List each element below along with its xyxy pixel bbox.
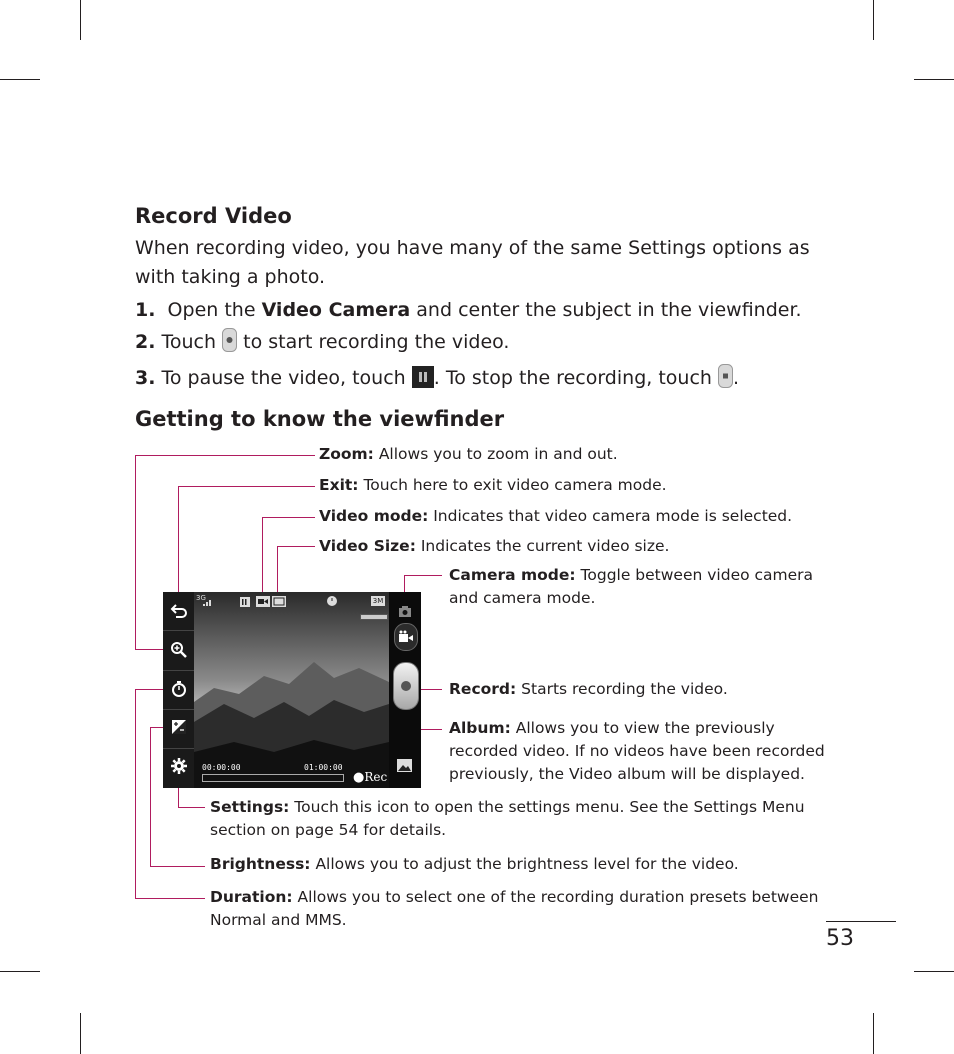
video-size-icon (272, 596, 286, 607)
callout-zoom (319, 443, 618, 466)
camera-mode-icon[interactable] (398, 606, 412, 617)
callout-line-duration (135, 689, 165, 690)
toolbar-divider (163, 748, 194, 749)
callout-camera-mode (449, 564, 849, 610)
callout-text: Allows you to zoom in and out. (373, 445, 618, 463)
callout-line-video-size (277, 546, 278, 595)
callout-line-settings (178, 807, 205, 808)
callout-line-duration (135, 689, 136, 899)
callout-text: Toggle between video camera (575, 566, 814, 584)
intro-paragraph (135, 234, 835, 292)
video-mode-icon (256, 596, 270, 607)
step-text: Touch (161, 331, 223, 353)
callout-line-brightness (150, 727, 151, 867)
callout-line-duration (135, 898, 205, 899)
callout-text: Allows you to adjust the brightness level for the video. (310, 855, 739, 873)
callout-text: Allows you to view the previously (510, 719, 775, 737)
section-heading-viewfinder: Getting to know the viewfinder (135, 407, 505, 431)
page-number: 53 (826, 926, 854, 951)
callout-label: Video Size: (319, 537, 416, 555)
step-3 (135, 364, 855, 397)
toolbar-divider (163, 670, 194, 671)
callout-line-video-mode (262, 517, 315, 518)
callout-label: Album: (449, 719, 511, 737)
callout-line-zoom (135, 455, 315, 456)
video-camera-icon (398, 630, 414, 643)
step-text: To pause the video, touch (161, 367, 412, 389)
pause-icon (412, 366, 434, 397)
exit-back-icon[interactable] (167, 598, 191, 622)
time-elapsed: 00:00:00 (202, 763, 241, 772)
signal-icon (203, 598, 213, 606)
callout-text: Touch here to exit video camera mode. (358, 476, 667, 494)
step-text: Open the (167, 299, 262, 321)
storage-icon (240, 597, 250, 607)
toolbar-divider (163, 709, 194, 710)
callout-text: Indicates the current video size. (415, 537, 670, 555)
record-button-icon (222, 328, 237, 361)
callout-line-zoom (135, 455, 136, 650)
callout-text: Allows you to select one of the recording duration presets between (292, 888, 819, 906)
step-list (135, 296, 855, 397)
callout-line-exit (178, 486, 179, 598)
step-text: . To stop the recording, touch (433, 367, 718, 389)
rec-indicator: ●Rec (353, 770, 388, 785)
step-bold: Video Camera (261, 299, 411, 321)
callout-label: Record: (449, 680, 517, 698)
callout-line-zoom (135, 649, 165, 650)
crop-mark (873, 1013, 874, 1054)
record-button[interactable] (393, 662, 419, 710)
step-text: to start recording the video. (237, 331, 510, 353)
step-number: 2. (135, 331, 156, 353)
callout-line-brightness (150, 866, 205, 867)
duration-timer-icon[interactable] (167, 677, 191, 701)
step-text: and center the subject in the viewfinder. (410, 299, 802, 321)
callout-duration (210, 886, 890, 932)
settings-gear-icon[interactable] (167, 754, 191, 778)
step-text: . (732, 367, 740, 389)
callout-record (449, 678, 728, 701)
callout-brightness (210, 853, 739, 876)
brightness-icon[interactable] (167, 715, 191, 739)
intro-line: with taking a photo. (135, 266, 326, 288)
video-mode-toggle[interactable] (394, 623, 418, 651)
recording-progress-bar (202, 774, 344, 782)
callout-line-video-mode (262, 517, 263, 595)
timer-indicator-icon (326, 595, 338, 607)
callout-label: Exit: (319, 476, 359, 494)
callout-label: Duration: (210, 888, 293, 906)
viewfinder-screenshot (163, 592, 421, 788)
crop-mark (914, 971, 954, 972)
callout-text: Starts recording the video. (516, 680, 728, 698)
callout-label: Brightness: (210, 855, 311, 873)
step-number: 3. (135, 367, 156, 389)
crop-mark (80, 0, 81, 40)
rec-label: Rec (364, 770, 388, 784)
time-total: 01:00:00 (304, 763, 343, 772)
section-heading-record-video: Record Video (135, 204, 292, 228)
callout-text: Indicates that video camera mode is selected. (428, 507, 793, 525)
callout-label: Camera mode: (449, 566, 576, 584)
toolbar-divider (163, 630, 194, 631)
callout-video-size (319, 535, 669, 558)
step-number: 1. (135, 299, 156, 321)
callout-settings (210, 796, 890, 842)
callout-line-video-size (277, 546, 315, 547)
size-badge: 3M (372, 597, 384, 605)
stop-button-icon (718, 364, 733, 397)
callout-text: previously, the Video album will be displayed. (449, 765, 805, 783)
zoom-level-bar (360, 614, 388, 620)
callout-label: Video mode: (319, 507, 429, 525)
callout-album (449, 717, 889, 786)
record-dot-icon (401, 681, 411, 691)
crop-mark (873, 0, 874, 40)
callout-text: section on page 54 for details. (210, 821, 447, 839)
viewfinder-right-toolbar (389, 592, 421, 788)
viewfinder-left-toolbar (163, 592, 194, 788)
step-2 (135, 328, 855, 361)
crop-mark (0, 79, 40, 80)
callout-text: recorded video. If no videos have been recorded (449, 742, 825, 760)
callout-line-exit (178, 486, 315, 487)
landscape-photo (194, 592, 389, 788)
callout-label: Settings: (210, 798, 290, 816)
zoom-icon[interactable] (167, 638, 191, 662)
crop-mark (0, 971, 40, 972)
callout-label: Zoom: (319, 445, 374, 463)
crop-mark (80, 1013, 81, 1054)
album-icon[interactable] (397, 759, 412, 772)
page-number-rule (826, 921, 896, 922)
callout-text: Normal and MMS. (210, 911, 347, 929)
callout-video-mode (319, 505, 792, 528)
callout-text: and camera mode. (449, 589, 596, 607)
step-1 (135, 296, 855, 325)
crop-mark (914, 79, 954, 80)
intro-line: When recording video, you have many of the same Settings options as (135, 237, 810, 259)
callout-text: Touch this icon to open the settings menu. See the Settings Menu (289, 798, 805, 816)
network-indicator: 3G (196, 594, 206, 602)
callout-line-camera-mode (404, 575, 442, 576)
callout-exit (319, 474, 667, 497)
